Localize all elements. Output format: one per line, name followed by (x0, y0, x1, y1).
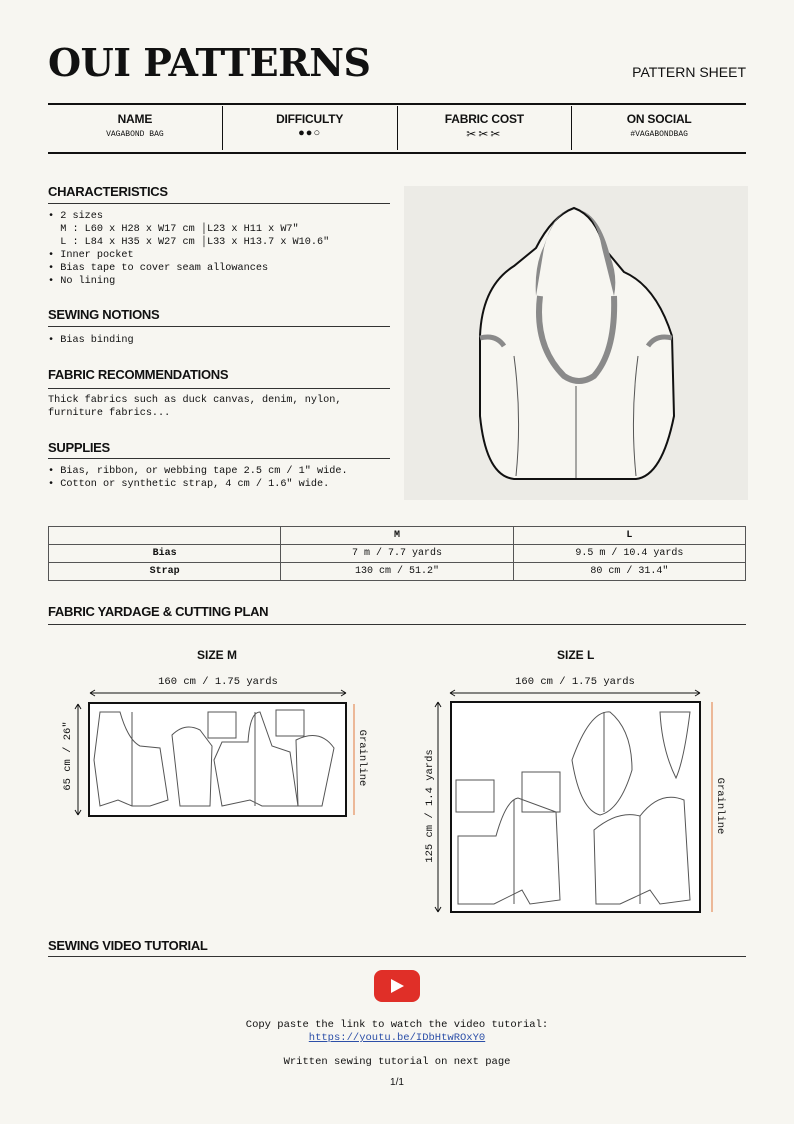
size-l-grainline-label: Grainline (714, 777, 726, 835)
video-rule (48, 956, 746, 957)
info-difficulty-label: DIFFICULTY (276, 112, 344, 126)
table-header-cell: M (281, 527, 513, 545)
list-item: • 2 sizes (48, 211, 104, 222)
info-name-value: VAGABOND BAG (106, 130, 164, 139)
notions-item: • Bias binding (48, 335, 134, 346)
list-item: • Bias tape to cover seam allowances (48, 263, 269, 274)
video-title: SEWING VIDEO TUTORIAL (48, 938, 208, 953)
size-l-width-label: 160 cm / 1.75 yards (515, 676, 635, 688)
size-m-height-label: 65 cm / 26" (62, 721, 74, 791)
scissors-icon: ✂✂✂ (466, 127, 503, 141)
brand-title: OUI PATTERNS (48, 40, 371, 85)
table-cell: 130 cm / 51.2" (281, 563, 513, 581)
list-item: • No lining (48, 276, 116, 287)
size-l-height-label: 125 cm / 1.4 yards (424, 749, 436, 863)
size-m-width-label: 160 cm / 1.75 yards (158, 676, 278, 688)
size-m-title: SIZE M (197, 648, 238, 662)
page-number: 1/1 (390, 1077, 404, 1088)
list-item: • Inner pocket (48, 250, 134, 261)
written-tutorial-note: Written sewing tutorial on next page (283, 1056, 511, 1068)
table-cell: 80 cm / 31.4" (513, 563, 745, 581)
list-item: M : L60 x H28 x W17 cm │L23 x H11 x W7" (48, 224, 299, 235)
notions-title: SEWING NOTIONS (48, 307, 160, 322)
difficulty-dots-icon: ●●○ (298, 127, 322, 139)
table-row-label: Bias (49, 545, 281, 563)
youtube-play-icon[interactable] (374, 970, 420, 1002)
table-cell: 7 m / 7.7 yards (281, 545, 513, 563)
table-header-cell: L (513, 527, 745, 545)
characteristics-title: CHARACTERISTICS (48, 184, 168, 199)
video-instruction: Copy paste the link to watch the video tutorial: (245, 1019, 549, 1031)
size-l-plan (435, 690, 712, 912)
list-item: L : L84 x H35 x W27 cm │L33 x H13.7 x W10.6" (48, 237, 330, 248)
cutting-title: FABRIC YARDAGE & CUTTING PLAN (48, 604, 269, 619)
list-item: • Cotton or synthetic strap, 4 cm / 1.6" wide. (48, 479, 330, 490)
sheet-label: PATTERN SHEET (632, 64, 746, 80)
list-item: • Bias, ribbon, or webbing tape 2.5 cm / 1" wide. (48, 466, 348, 477)
table-cell: 9.5 m / 10.4 yards (513, 545, 745, 563)
video-link-wrap (0, 1032, 794, 1044)
info-social-label: ON SOCIAL (626, 112, 692, 126)
info-social-value: #VAGABONDBAG (630, 130, 688, 139)
size-m-grainline-label: Grainline (356, 729, 368, 787)
video-link[interactable]: https://youtu.be/IDbHtwROxY0 (308, 1032, 486, 1044)
fabric-title: FABRIC RECOMMENDATIONS (48, 367, 229, 382)
size-m-plan (75, 690, 354, 816)
text-line: Thick fabrics such as duck canvas, denim, nylon, (48, 395, 342, 406)
text-line: furniture fabrics... (48, 408, 171, 419)
info-fabric-cost-label: FABRIC COST (444, 112, 524, 126)
info-name-label: NAME (117, 112, 153, 126)
supplies-title: SUPPLIES (48, 440, 110, 455)
table-row-label: Strap (49, 563, 281, 581)
size-l-title: SIZE L (557, 648, 595, 662)
